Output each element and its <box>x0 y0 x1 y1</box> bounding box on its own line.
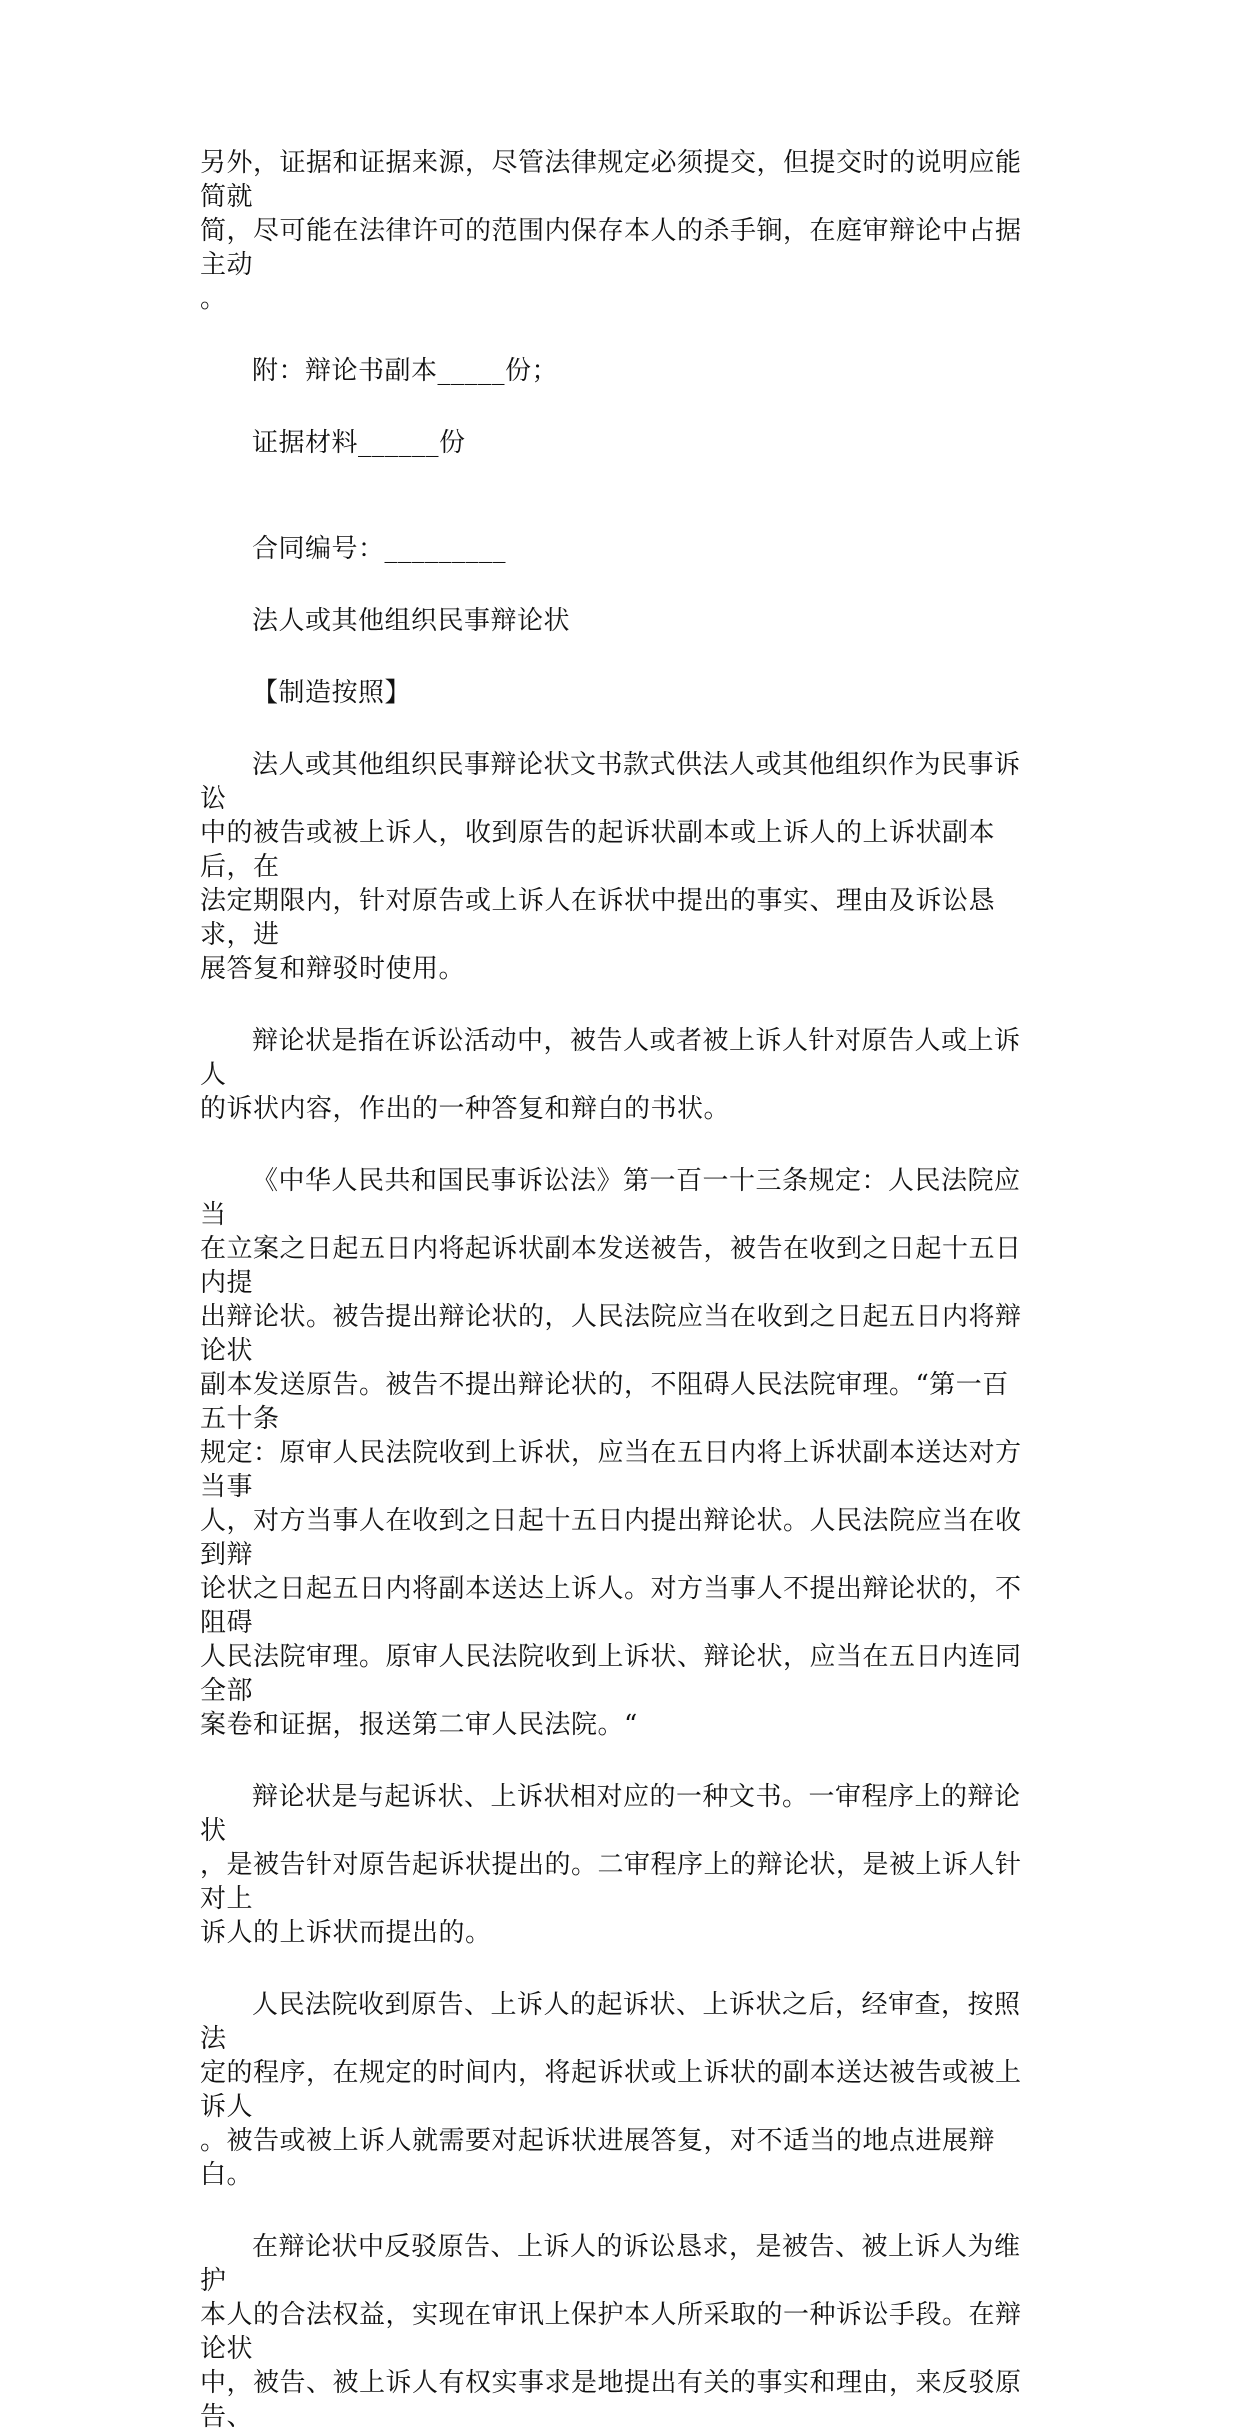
text-line: 附：辩论书副本_____份； <box>252 356 559 386</box>
text-line: 法人或其他组织民事辩论状文书款式供法人或其他组织作为民事诉讼 <box>200 750 1021 814</box>
intro-paragraph <box>200 146 1024 316</box>
text-line: 副本发送原告。被告不提出辩论状的，不阻碍人民法院审理。“第一百五十条 <box>200 1370 1009 1434</box>
text-line: 在辩论状中反驳原告、上诉人的诉讼恳求，是被告、被上诉人为维护 <box>200 2232 1021 2296</box>
text-line: 定的程序，在规定的时间内，将起诉状或上诉状的副本送达被告或被上诉人 <box>200 2058 1022 2122</box>
text-line: 法定期限内，针对原告或上诉人在诉状中提出的事实、理由及诉讼恳求，进 <box>200 886 996 950</box>
text-line: 中，被告、被上诉人有权实事求是地提出有关的事实和理由，来反驳原告、 <box>200 2368 1022 2432</box>
text-line: 另外，证据和证据来源，尽管法律规定必须提交，但提交时的说明应能简就 <box>200 148 1022 212</box>
text-line: 人，对方当事人在收到之日起十五日内提出辩论状。人民法院应当在收到辩 <box>200 1506 1022 1570</box>
text-line: 人民法院收到原告、上诉人的起诉状、上诉状之后，经审查，按照法 <box>200 1990 1021 2054</box>
text-line: 规定：原审人民法院收到上诉状，应当在五日内将上诉状副本送达对方当事 <box>200 1438 1022 1502</box>
text-line: 出辩论状。被告提出辩论状的，人民法院应当在收到之日起五日内将辩论状 <box>200 1302 1022 1366</box>
document-body <box>200 146 1024 2434</box>
text-line: 辩论状是与起诉状、上诉状相对应的一种文书。一审程序上的辩论状 <box>200 1782 1021 1846</box>
text-line: 。被告或被上诉人就需要对起诉状进展答复，对不适当的地点进展辩白。 <box>200 2126 996 2190</box>
text-line: 人民法院审理。原审人民法院收到上诉状、辩论状，应当在五日内连同全部 <box>200 1642 1022 1706</box>
text-line: 本人的合法权益，实现在审讯上保护本人所采取的一种诉讼手段。在辩论状 <box>200 2300 1022 2364</box>
text-line: 辩论状是指在诉讼活动中，被告人或者被上诉人针对原告人或上诉人 <box>200 1026 1021 1090</box>
text-line: 中的被告或被上诉人，收到原告的起诉状副本或上诉人的上诉状副本后，在 <box>200 818 996 882</box>
body-paragraph-3 <box>200 1164 1024 1742</box>
body-paragraph-5 <box>200 1988 1024 2192</box>
text-line: 《中华人民共和国民事诉讼法》第一百一十三条规定：人民法院应当 <box>200 1166 1021 1230</box>
text-line: 论状之日起五日内将副本送达上诉人。对方当事人不提出辩论状的，不阻碍 <box>200 1574 1022 1638</box>
body-paragraph-6 <box>200 2230 1024 2434</box>
contract-number-line <box>200 532 1024 566</box>
text-line: 在立案之日起五日内将起诉状副本发送被告，被告在收到之日起十五日内提 <box>200 1234 1022 1298</box>
body-paragraph-1 <box>200 748 1024 986</box>
body-paragraph-2 <box>200 1024 1024 1126</box>
text-line: 展答复和辩驳时使用。 <box>200 954 466 984</box>
text-line: ，是被告针对原告起诉状提出的。二审程序上的辩论状，是被上诉人针对上 <box>200 1850 1022 1914</box>
text-line: 诉人的上诉状而提出的。 <box>200 1918 492 1948</box>
text-line: 简，尽可能在法律许可的范围内保存本人的杀手锏，在庭审辩论中占据主动 <box>200 216 1022 280</box>
attachment-line <box>200 354 1024 388</box>
text-line: 。 <box>200 284 227 314</box>
body-paragraph-4 <box>200 1780 1024 1950</box>
document-title <box>200 604 1024 638</box>
text-line: 【制造按照】 <box>252 678 412 708</box>
text-line: 合同编号：_________ <box>252 534 507 564</box>
text-line: 法人或其他组织民事辩论状 <box>252 606 571 636</box>
text-line: 的诉状内容，作出的一种答复和辩白的书状。 <box>200 1094 731 1124</box>
text-line: 证据材料______份 <box>252 428 466 458</box>
evidence-line <box>200 426 1024 460</box>
text-line: 案卷和证据，报送第二审人民法院。“ <box>200 1710 638 1740</box>
section-heading <box>200 676 1024 710</box>
